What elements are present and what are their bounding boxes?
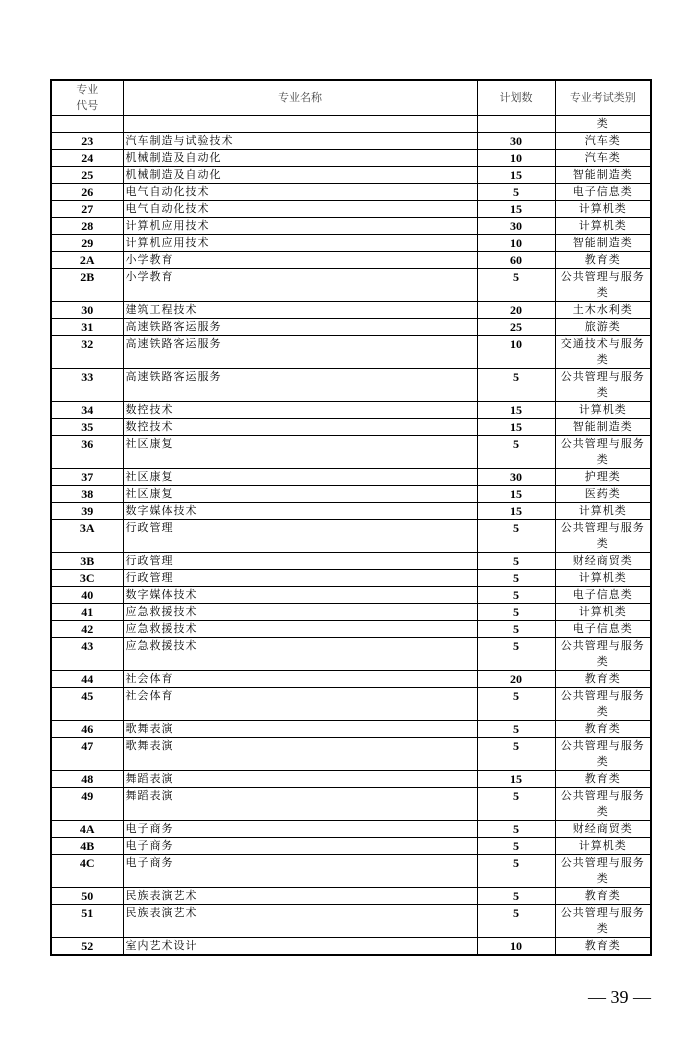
count-cell: 5: [477, 369, 555, 402]
name-cell: 歌舞表演: [123, 721, 477, 738]
name-cell: 电子商务: [123, 821, 477, 838]
code-cell: 29: [51, 235, 123, 252]
category-cell: 计算机类: [555, 503, 651, 520]
count-cell: 10: [477, 336, 555, 369]
name-cell: 小学教育: [123, 269, 477, 302]
category-cell: 计算机类: [555, 604, 651, 621]
enrollment-plan-table: [50, 79, 652, 956]
code-cell: 24: [51, 150, 123, 167]
header-count: 计划数: [477, 80, 555, 116]
count-cell: 5: [477, 638, 555, 671]
code-cell: 43: [51, 638, 123, 671]
page-number: — 39 —: [588, 987, 651, 1007]
table-row: [51, 570, 651, 587]
name-cell: 电子商务: [123, 855, 477, 888]
table-row: [51, 269, 651, 302]
table-row: [51, 520, 651, 553]
name-cell: 歌舞表演: [123, 738, 477, 771]
name-cell: 室内艺术设计: [123, 938, 477, 956]
count-cell: 15: [477, 419, 555, 436]
table-row: [51, 638, 651, 671]
table-row: [51, 604, 651, 621]
table-row: [51, 302, 651, 319]
count-cell: 15: [477, 771, 555, 788]
table-row: [51, 771, 651, 788]
category-cell: 公共管理与服务类: [555, 905, 651, 938]
name-cell: 社区康复: [123, 469, 477, 486]
count-cell: 15: [477, 201, 555, 218]
code-cell: 3A: [51, 520, 123, 553]
code-cell: 48: [51, 771, 123, 788]
count-cell: 10: [477, 938, 555, 956]
code-cell: 35: [51, 419, 123, 436]
category-cell: 公共管理与服务类: [555, 688, 651, 721]
count-cell: 5: [477, 553, 555, 570]
category-cell: 计算机类: [555, 570, 651, 587]
count-cell: 5: [477, 688, 555, 721]
table-row: [51, 888, 651, 905]
table-row: [51, 184, 651, 201]
category-cell: 计算机类: [555, 402, 651, 419]
code-cell: 44: [51, 671, 123, 688]
name-cell: 社区康复: [123, 486, 477, 503]
category-cell: 公共管理与服务类: [555, 269, 651, 302]
code-cell: 37: [51, 469, 123, 486]
category-cell: 电子信息类: [555, 621, 651, 638]
category-cell: 交通技术与服务类: [555, 336, 651, 369]
category-cell: 计算机类: [555, 838, 651, 855]
name-cell: 行政管理: [123, 570, 477, 587]
code-cell: 50: [51, 888, 123, 905]
code-cell: 31: [51, 319, 123, 336]
name-cell: 应急救援技术: [123, 621, 477, 638]
name-cell: 小学教育: [123, 252, 477, 269]
count-cell: 5: [477, 436, 555, 469]
category-cell: 公共管理与服务类: [555, 788, 651, 821]
code-cell: 30: [51, 302, 123, 319]
code-cell: 34: [51, 402, 123, 419]
name-cell: 电气自动化技术: [123, 184, 477, 201]
category-cell: 计算机类: [555, 218, 651, 235]
count-cell: 10: [477, 150, 555, 167]
count-cell: 5: [477, 788, 555, 821]
header-code-line2: 代号: [76, 99, 99, 112]
table-body: [51, 116, 651, 956]
category-cell: 智能制造类: [555, 235, 651, 252]
table-row: [51, 133, 651, 150]
header-name: 专业名称: [123, 80, 477, 116]
count-cell: 5: [477, 184, 555, 201]
category-cell: 计算机类: [555, 201, 651, 218]
name-cell: 数控技术: [123, 402, 477, 419]
code-cell: 3B: [51, 553, 123, 570]
table-row: [51, 486, 651, 503]
name-cell: 高速铁路客运服务: [123, 369, 477, 402]
name-cell: 数控技术: [123, 419, 477, 436]
table-row: [51, 201, 651, 218]
category-cell: 公共管理与服务类: [555, 436, 651, 469]
table-row: [51, 116, 651, 133]
category-cell: 医药类: [555, 486, 651, 503]
category-cell: 教育类: [555, 938, 651, 956]
table-row: [51, 721, 651, 738]
code-cell: 52: [51, 938, 123, 956]
table-row: [51, 469, 651, 486]
name-cell: 汽车制造与试验技术: [123, 133, 477, 150]
table-row: [51, 621, 651, 638]
name-cell: 数字媒体技术: [123, 587, 477, 604]
count-cell: 30: [477, 218, 555, 235]
name-cell: 机械制造及自动化: [123, 167, 477, 184]
code-cell: 26: [51, 184, 123, 201]
name-cell: 行政管理: [123, 520, 477, 553]
table-row: [51, 855, 651, 888]
category-cell: 汽车类: [555, 150, 651, 167]
table-row: [51, 553, 651, 570]
category-cell: 教育类: [555, 888, 651, 905]
name-cell: 电气自动化技术: [123, 201, 477, 218]
header-code: [51, 80, 123, 116]
name-cell: 行政管理: [123, 553, 477, 570]
code-cell: [51, 116, 123, 133]
name-cell: 社会体育: [123, 671, 477, 688]
category-cell: 财经商贸类: [555, 553, 651, 570]
count-cell: 5: [477, 570, 555, 587]
category-cell: 智能制造类: [555, 419, 651, 436]
code-cell: 4A: [51, 821, 123, 838]
table-row: [51, 235, 651, 252]
code-cell: 23: [51, 133, 123, 150]
count-cell: 30: [477, 469, 555, 486]
name-cell: 高速铁路客运服务: [123, 336, 477, 369]
count-cell: 15: [477, 167, 555, 184]
name-cell: 民族表演艺术: [123, 905, 477, 938]
count-cell: 5: [477, 855, 555, 888]
category-cell: 教育类: [555, 252, 651, 269]
count-cell: 15: [477, 503, 555, 520]
category-cell: 汽车类: [555, 133, 651, 150]
name-cell: 建筑工程技术: [123, 302, 477, 319]
name-cell: 数字媒体技术: [123, 503, 477, 520]
name-cell: 社会体育: [123, 688, 477, 721]
code-cell: 45: [51, 688, 123, 721]
count-cell: 5: [477, 520, 555, 553]
count-cell: [477, 116, 555, 133]
count-cell: 5: [477, 905, 555, 938]
table-row: [51, 738, 651, 771]
table-header-row: [51, 80, 651, 116]
header-category: 专业考试类别: [555, 80, 651, 116]
table-row: [51, 369, 651, 402]
table-row: [51, 336, 651, 369]
count-cell: 5: [477, 721, 555, 738]
code-cell: 3C: [51, 570, 123, 587]
category-cell: 教育类: [555, 771, 651, 788]
code-cell: 4C: [51, 855, 123, 888]
category-cell: 教育类: [555, 721, 651, 738]
category-cell: 护理类: [555, 469, 651, 486]
category-cell: 电子信息类: [555, 184, 651, 201]
category-cell: 旅游类: [555, 319, 651, 336]
count-cell: 25: [477, 319, 555, 336]
count-cell: 5: [477, 888, 555, 905]
category-cell: 类: [555, 116, 651, 133]
count-cell: 15: [477, 402, 555, 419]
header-code-line1: 专业: [76, 83, 99, 96]
count-cell: 20: [477, 302, 555, 319]
count-cell: 20: [477, 671, 555, 688]
code-cell: 32: [51, 336, 123, 369]
code-cell: 2A: [51, 252, 123, 269]
table-row: [51, 838, 651, 855]
code-cell: 49: [51, 788, 123, 821]
code-cell: 39: [51, 503, 123, 520]
count-cell: 5: [477, 269, 555, 302]
name-cell: 应急救援技术: [123, 604, 477, 621]
category-cell: 电子信息类: [555, 587, 651, 604]
name-cell: 计算机应用技术: [123, 235, 477, 252]
table-row: [51, 218, 651, 235]
name-cell: 高速铁路客运服务: [123, 319, 477, 336]
code-cell: 38: [51, 486, 123, 503]
name-cell: 电子商务: [123, 838, 477, 855]
category-cell: 土木水利类: [555, 302, 651, 319]
code-cell: 27: [51, 201, 123, 218]
code-cell: 51: [51, 905, 123, 938]
code-cell: 28: [51, 218, 123, 235]
count-cell: 5: [477, 604, 555, 621]
category-cell: 教育类: [555, 671, 651, 688]
name-cell: 舞蹈表演: [123, 771, 477, 788]
category-cell: 公共管理与服务类: [555, 855, 651, 888]
count-cell: 5: [477, 587, 555, 604]
code-cell: 40: [51, 587, 123, 604]
table-row: [51, 788, 651, 821]
table-row: [51, 821, 651, 838]
name-cell: 应急救援技术: [123, 638, 477, 671]
count-cell: 30: [477, 133, 555, 150]
code-cell: 25: [51, 167, 123, 184]
category-cell: 公共管理与服务类: [555, 638, 651, 671]
table-row: [51, 150, 651, 167]
count-cell: 5: [477, 821, 555, 838]
table-row: [51, 587, 651, 604]
count-cell: 5: [477, 838, 555, 855]
count-cell: 10: [477, 235, 555, 252]
code-cell: 46: [51, 721, 123, 738]
table-row: [51, 167, 651, 184]
category-cell: 公共管理与服务类: [555, 520, 651, 553]
code-cell: 2B: [51, 269, 123, 302]
code-cell: 41: [51, 604, 123, 621]
count-cell: 15: [477, 486, 555, 503]
count-cell: 60: [477, 252, 555, 269]
table-row: [51, 905, 651, 938]
code-cell: 4B: [51, 838, 123, 855]
table-row: [51, 671, 651, 688]
name-cell: [123, 116, 477, 133]
category-cell: 财经商贸类: [555, 821, 651, 838]
category-cell: 公共管理与服务类: [555, 369, 651, 402]
code-cell: 42: [51, 621, 123, 638]
table-row: [51, 938, 651, 956]
table-row: [51, 688, 651, 721]
count-cell: 5: [477, 738, 555, 771]
name-cell: 社区康复: [123, 436, 477, 469]
category-cell: 智能制造类: [555, 167, 651, 184]
table-row: [51, 319, 651, 336]
name-cell: 计算机应用技术: [123, 218, 477, 235]
count-cell: 5: [477, 621, 555, 638]
table-row: [51, 402, 651, 419]
table-row: [51, 419, 651, 436]
name-cell: 民族表演艺术: [123, 888, 477, 905]
table-row: [51, 503, 651, 520]
name-cell: 机械制造及自动化: [123, 150, 477, 167]
category-cell: 公共管理与服务类: [555, 738, 651, 771]
table-row: [51, 436, 651, 469]
table-row: [51, 252, 651, 269]
name-cell: 舞蹈表演: [123, 788, 477, 821]
code-cell: 36: [51, 436, 123, 469]
code-cell: 47: [51, 738, 123, 771]
code-cell: 33: [51, 369, 123, 402]
